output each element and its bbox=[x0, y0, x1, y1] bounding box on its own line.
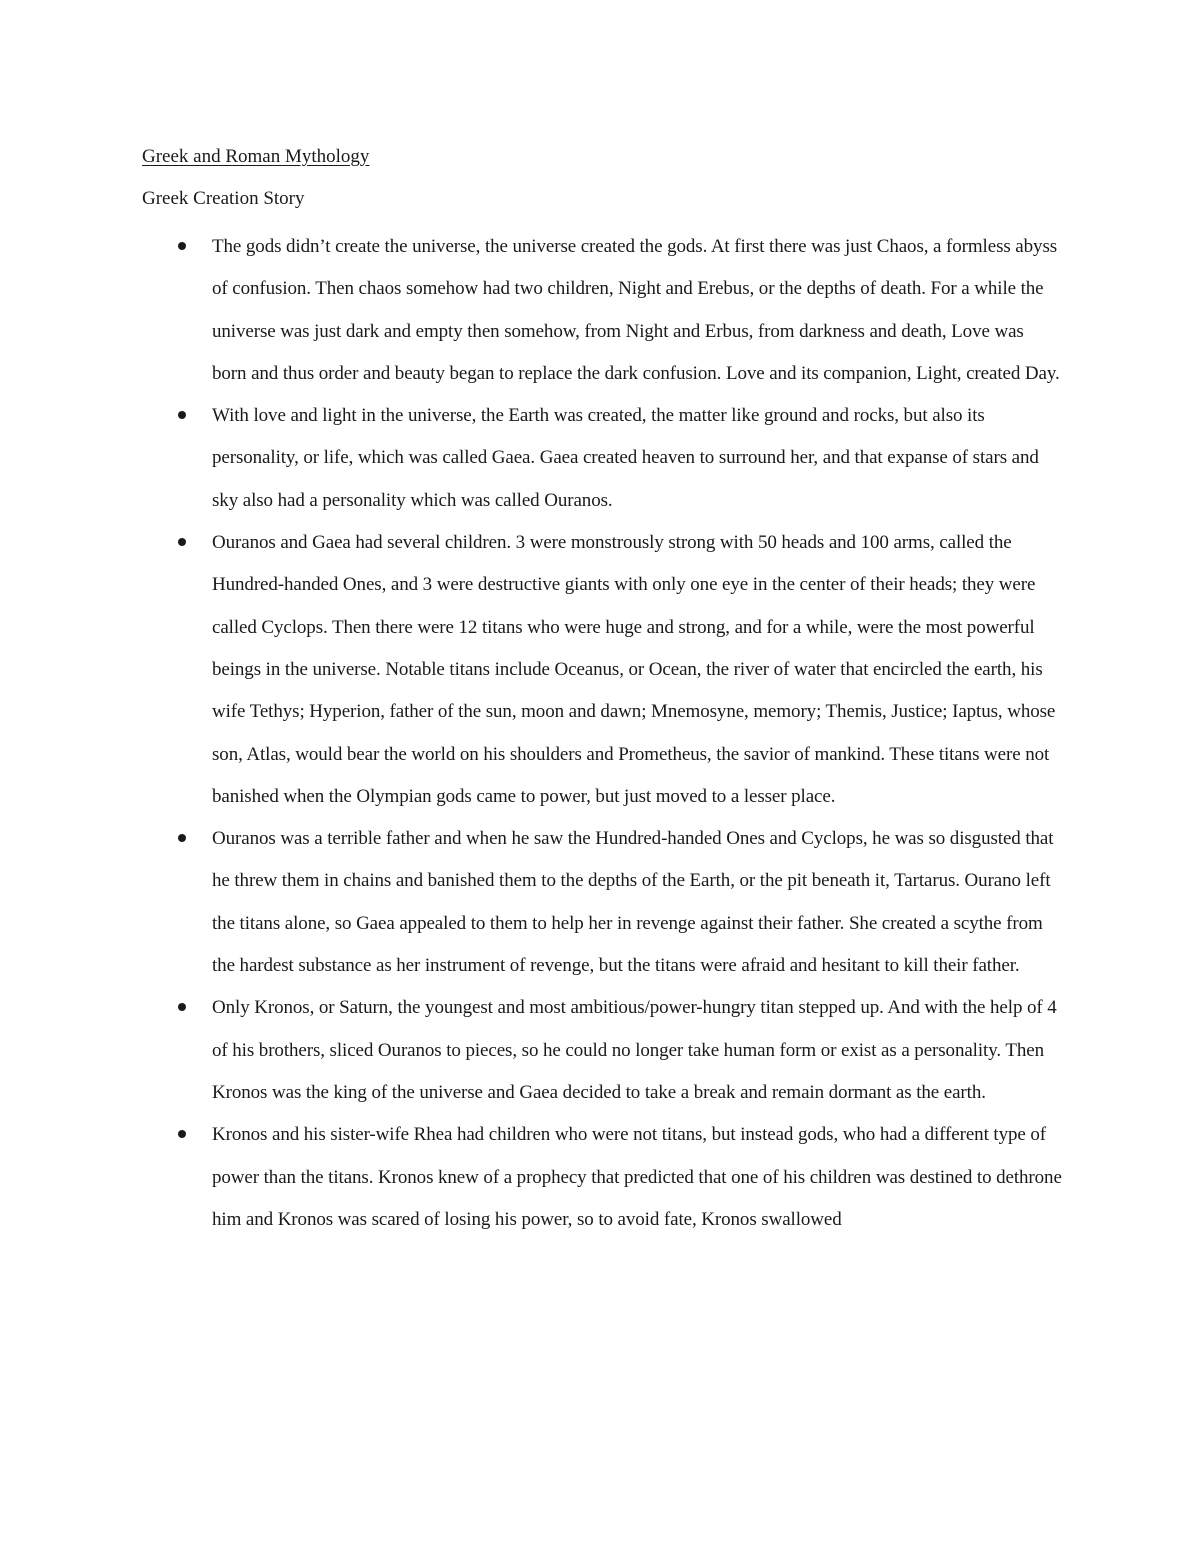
list-item bbox=[142, 818, 1062, 987]
list-item bbox=[142, 395, 1062, 522]
bullet-icon bbox=[178, 242, 186, 250]
document-title: Greek and Roman Mythology bbox=[142, 146, 370, 167]
list-item-text: Kronos and his sister-wife Rhea had children who were not titans, but instead gods, who had a different type of power than the titans. Kronos knew of a prophecy that predicted that one of his children was destined to dethrone him and Kronos was scared of losing his power, so to avoid fate, Kronos swallowed bbox=[212, 1124, 1062, 1230]
list-item-text: Only Kronos, or Saturn, the youngest and most ambitious/power-hungry titan stepped up. And with the help of 4 of his brothers, sliced Ouranos to pieces, so he could no longer take human form or exist as a personality. Then Kronos was the king of the universe and Gaea decided to take a break and remain dormant as the earth. bbox=[212, 997, 1057, 1103]
list-item bbox=[142, 1114, 1062, 1241]
list-item-text: The gods didn’t create the universe, the universe created the gods. At first there was just Chaos, a formless abyss of confusion. Then chaos somehow had two children, Night and Erebus, or the depths of death. For a while the universe was just dark and empty then somehow, from Night and Erbus, from darkness and death, Love was born and thus order and beauty began to replace the dark confusion. Love and its companion, Light, created Day. bbox=[212, 236, 1060, 384]
list-item bbox=[142, 987, 1062, 1114]
bullet-icon bbox=[178, 538, 186, 546]
section-heading: Greek Creation Story bbox=[142, 188, 305, 209]
list-item bbox=[142, 522, 1062, 818]
bullet-icon bbox=[178, 1130, 186, 1138]
list-item-text: With love and light in the universe, the Earth was created, the matter like ground and rocks, but also its personality, or life, which was called Gaea. Gaea created heaven to surround her, and that expanse of stars and sky also had a personality which was called Ouranos. bbox=[212, 405, 1039, 511]
bullet-list bbox=[142, 226, 1062, 1241]
bullet-icon bbox=[178, 411, 186, 419]
list-item-text: Ouranos was a terrible father and when he saw the Hundred-handed Ones and Cyclops, he was so disgusted that he threw them in chains and banished them to the depths of the Earth, or the pit beneath it, Tartarus. Ourano left the titans alone, so Gaea appealed to them to help her in revenge against their father. She created a scythe from the hardest substance as her instrument of revenge, but the titans were afraid and hesitant to kill their father. bbox=[212, 828, 1054, 977]
document-body bbox=[142, 142, 1062, 1241]
list-item-text: Ouranos and Gaea had several children. 3 were monstrously strong with 50 heads and 100 arms, called the Hundred-handed Ones, and 3 were destructive giants with only one eye in the center of their heads; they were called Cyclops. Then there were 12 titans who were huge and strong, and for a while, were the most powerful beings in the universe. Notable titans include Oceanus, or Ocean, the river of water that encircled the earth, his wife Tethys; Hyperion, father of the sun, moon and dawn; Mnemosyne, memory; Themis, Justice; Iaptus, whose son, Atlas, would bear the world on his shoulders and Prometheus, the savior of mankind. These titans were not banished when the Olympian gods came to power, but just moved to a lesser place. bbox=[212, 532, 1056, 807]
list-item bbox=[142, 226, 1062, 395]
bullet-icon bbox=[178, 834, 186, 842]
bullet-icon bbox=[178, 1003, 186, 1011]
